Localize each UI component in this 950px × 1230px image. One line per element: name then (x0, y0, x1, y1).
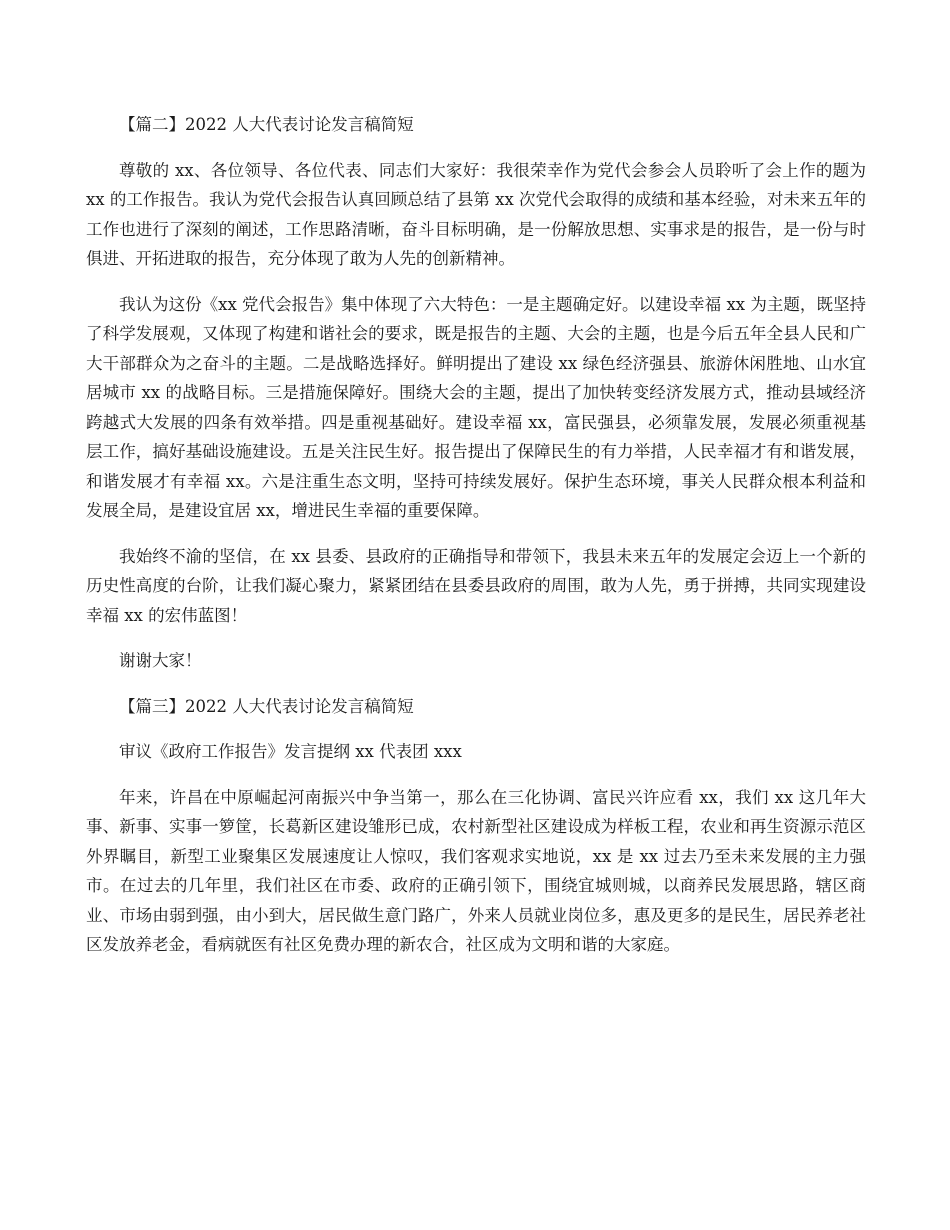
section2-thanks: 谢谢大家！ (119, 651, 202, 670)
section3-paragraph-1: 年来，许昌在中原崛起河南振兴中争当第一，那么在三化协调、富民兴许应看 xx，我们 xx 这几年大事、新事、实事一箩筐，长葛新区建设雏形已成，农村新型社区建设成为样板工程，农业和再生资源示范区外界瞩目，新型工业聚集区发展速度让人惊叹，我们客观求实地说，xx 是 xx 过去乃至未来发展的主力强市。在过去的几年里，我们社区在市委、政府的正确引领下，围绕宜城则城，以商养民发展思路，辖区商业、市场由弱到强，由小到大，居民做生意门路广，外来人员就业岗位多，惠及更多的是民生，居民养老社区发放养老金，看病就医有社区免费办理的新农合，社区成为文明和谐的大家庭。 (86, 787, 866, 954)
document-body (86, 110, 866, 976)
section2-paragraph-2: 我认为这份《xx 党代会报告》集中体现了六大特色：一是主题确定好。以建设幸福 xx 为主题，既坚持了科学发展观，又体现了构建和谐社会的要求，既是报告的主题、大会的主题，也是今后五年全县人民和广大干部群众为之奋斗的主题。二是战略选择好。鲜明提出了建设 xx 绿色经济强县、旅游休闲胜地、山水宜居城市 xx 的战略目标。三是措施保障好。围绕大会的主题，提出了加快转变经济发展方式，推动县域经济跨越式大发展的四条有效举措。四是重视基础好。建设幸福 xx，富民强县，必须靠发展，发展必须重视基层工作，搞好基础设施建设。五是关注民生好。报告提出了保障民生的有力举措，人民幸福才有和谐发展，和谐发展才有幸福 xx。六是注重生态文明，坚持可持续发展好。保护生态环境，事关人民群众根本利益和发展全局，是建设宜居 xx，增进民生幸福的重要保障。 (86, 294, 866, 520)
section3-subtitle: 审议《政府工作报告》发言提纲 xx 代表团 xxx (119, 742, 462, 761)
section3-heading: 【篇三】2022 人大代表讨论发言稿简短 (119, 696, 414, 716)
section2-heading: 【篇二】2022 人大代表讨论发言稿简短 (119, 115, 414, 134)
section2-paragraph-3: 我始终不渝的坚信，在 xx 县委、县政府的正确指导和带领下，我县未来五年的发展定会迈上一个新的历史性高度的台阶，让我们凝心聚力，紧紧团结在县委县政府的周围，敢为人先，勇于拼搏，共同实现建设幸福 xx 的宏伟蓝图！ (86, 546, 866, 625)
section2-paragraph-1: 尊敬的 xx、各位领导、各位代表、同志们大家好：我很荣幸作为党代会参会人员聆听了会上作的题为 xx 的工作报告。我认为党代会报告认真回顾总结了县第 xx 次党代会取得的成绩和基本经验，对未来五年的工作也进行了深刻的阐述，工作思路清晰，奋斗目标明确，是一份解放思想、实事求是的报告，是一份与时俱进、开拓进取的报告，充分体现了敢为人先的创新精神。 (86, 160, 866, 268)
